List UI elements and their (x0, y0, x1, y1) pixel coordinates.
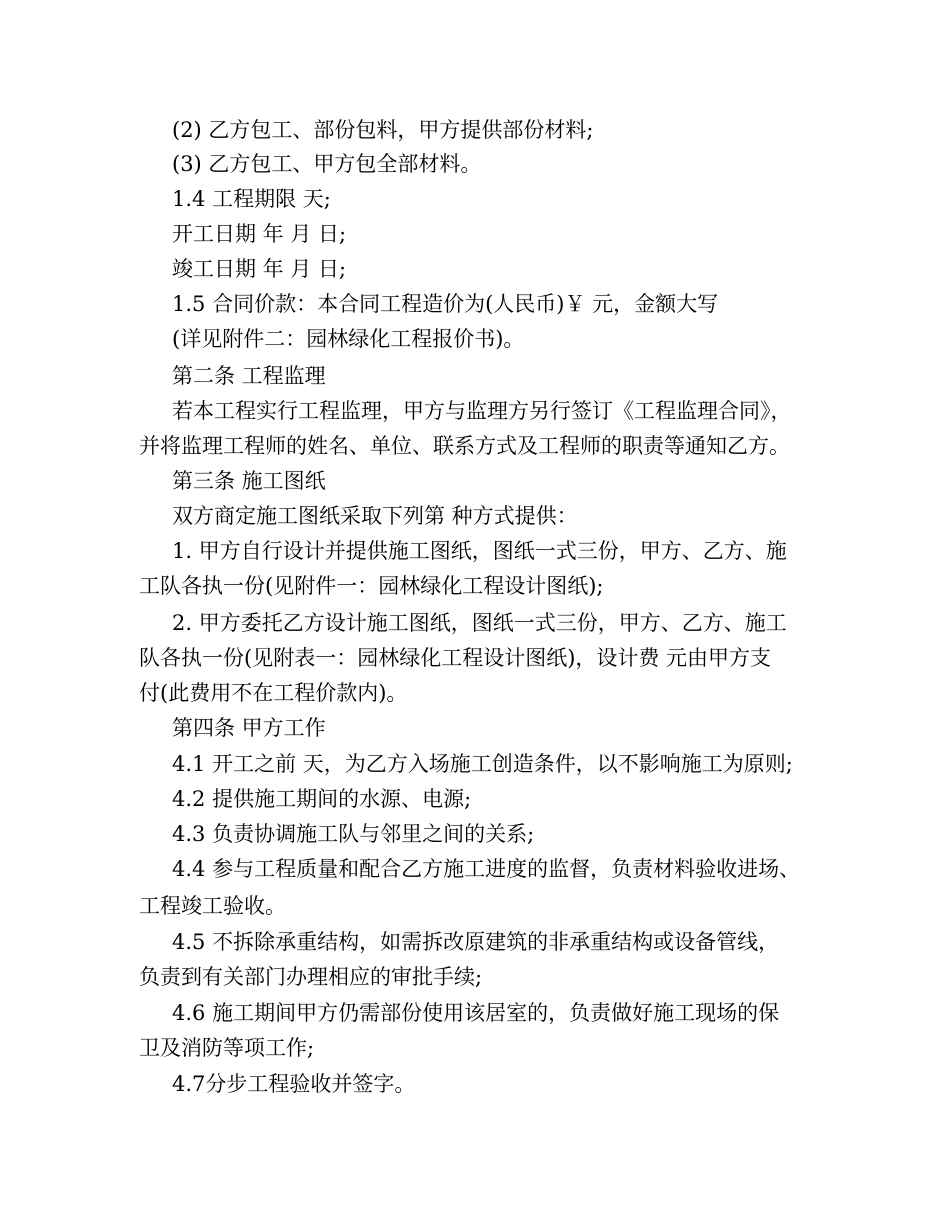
text-line: 负责到有关部门办理相应的审批手续; (139, 965, 483, 989)
text-line: 1.4 工程期限 天; (172, 187, 331, 211)
text-line: 队各执一份(见附表一：园林绿化工程设计图纸)，设计费 元由甲方支 (139, 646, 772, 670)
text-line: (2) 乙方包工、部份包料，甲方提供部份材料; (172, 118, 594, 142)
text-line: 4.1 开工之前 天，为乙方入场施工创造条件，以不影响施工为原则; (172, 752, 793, 776)
text-line: 若本工程实行工程监理，甲方与监理方另行签订《工程监理合同》， (172, 399, 792, 423)
text-line: (详见附件二：园林绿化工程报价书)。 (172, 327, 525, 351)
text-line: 1. 甲方自行设计并提供施工图纸，图纸一式三份，甲方、乙方、施 (172, 539, 787, 563)
text-line: 工队各执一份(见附件一：园林绿化工程设计图纸); (139, 574, 604, 598)
text-line: 开工日期 年 月 日; (172, 222, 347, 246)
text-line: 4.2 提供施工期间的水源、电源; (172, 787, 472, 811)
text-line: 卫及消防等项工作; (139, 1036, 315, 1060)
text-line: 付(此费用不在工程价款内)。 (139, 681, 408, 705)
text-line: 4.6 施工期间甲方仍需部份使用该居室的，负责做好施工现场的保 (172, 1001, 780, 1025)
text-line: (3) 乙方包工、甲方包全部材料。 (172, 152, 482, 176)
text-line: 竣工日期 年 月 日; (172, 257, 347, 281)
text-line: 4.5 不拆除承重结构，如需拆改原建筑的非承重结构或设备管线， (172, 930, 780, 954)
text-line: 1.5 合同价款：本合同工程造价为(人民币)￥ 元，金额大写 (172, 292, 719, 316)
text-line: 4.4 参与工程质量和配合乙方施工进度的监督，负责材料验收进场、 (172, 857, 801, 881)
text-line: 双方商定施工图纸采取下列第 种方式提供： (172, 504, 578, 528)
text-line: 4.3 负责协调施工队与邻里之间的关系; (172, 822, 535, 846)
section-heading: 第二条 工程监理 (172, 364, 326, 388)
text-line: 4.7分步工程验收并签字。 (172, 1072, 416, 1096)
section-heading: 第三条 施工图纸 (172, 469, 326, 493)
section-heading: 第四条 甲方工作 (172, 716, 326, 740)
text-line: 并将监理工程师的姓名、单位、联系方式及工程师的职责等通知乙方。 (139, 434, 790, 458)
text-line: 工程竣工验收。 (139, 894, 286, 918)
text-line: 2. 甲方委托乙方设计施工图纸，图纸一式三份，甲方、乙方、施工 (172, 611, 787, 635)
